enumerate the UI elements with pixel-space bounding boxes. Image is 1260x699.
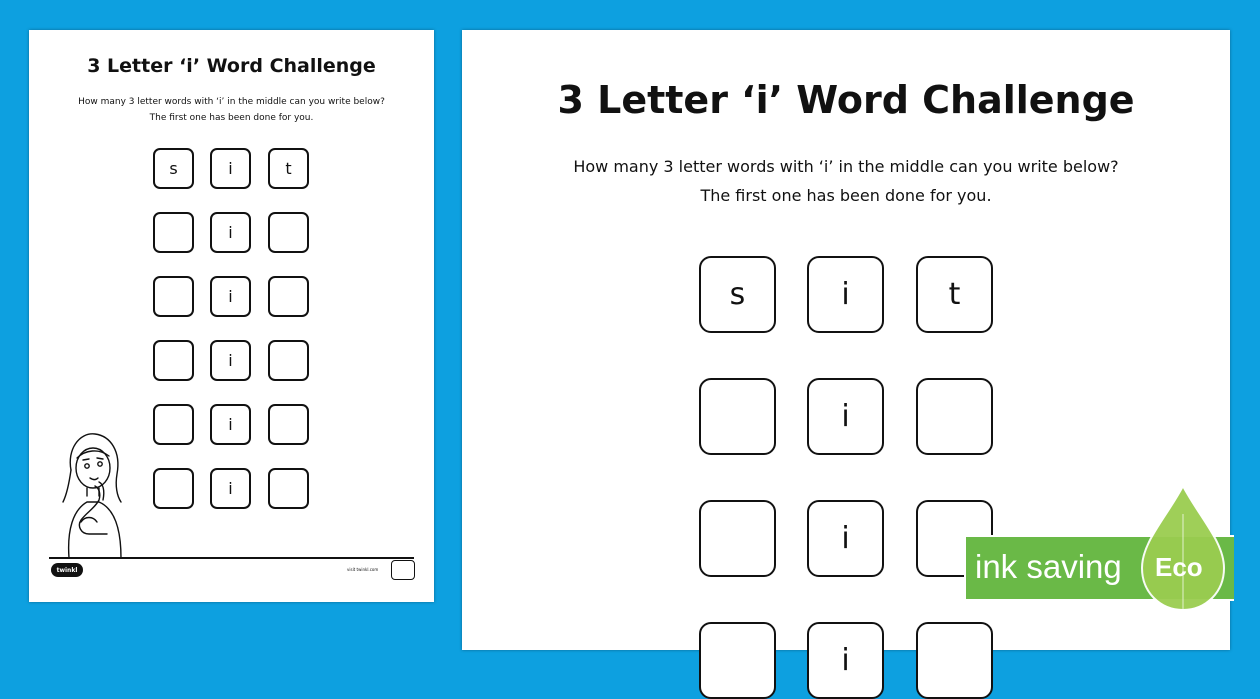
- letter-box-large: i: [807, 378, 884, 455]
- letter-box: i: [210, 468, 251, 509]
- letter-box: [153, 404, 194, 445]
- letter-box-large: t: [916, 256, 993, 333]
- letter-box: i: [210, 148, 251, 189]
- instruction-line-1-large: How many 3 letter words with ‘i’ in the middle can you write below?: [573, 157, 1119, 176]
- instruction-line-1: How many 3 letter words with ‘i’ in the middle can you write below?: [78, 97, 385, 107]
- letter-box-large: i: [807, 256, 884, 333]
- letter-box: i: [210, 276, 251, 317]
- letter-box: i: [210, 404, 251, 445]
- letter-box: [153, 276, 194, 317]
- letter-box: [268, 340, 309, 381]
- letter-box: [268, 276, 309, 317]
- letter-box-large: s: [699, 256, 776, 333]
- twinkl-logo: twinkl: [51, 563, 83, 577]
- instruction-line-2-large: The first one has been done for you.: [700, 186, 992, 205]
- page-title-large: 3 Letter ‘i’ Word Challenge: [557, 78, 1135, 122]
- instruction-line-2: The first one has been done for you.: [149, 113, 314, 123]
- footer-badge-icon: [391, 560, 415, 580]
- letter-box: [153, 212, 194, 253]
- letter-box: [153, 468, 194, 509]
- letter-box: [268, 404, 309, 445]
- letter-box-large: [699, 500, 776, 577]
- letter-box-large: i: [807, 500, 884, 577]
- footer-url: visit twinkl.com: [347, 567, 379, 572]
- letter-box-large: [916, 622, 993, 699]
- letter-box-large: i: [807, 622, 884, 699]
- letter-box: [268, 468, 309, 509]
- letter-box: i: [210, 212, 251, 253]
- thinking-girl-illustration: [59, 430, 129, 558]
- letter-box-large: [699, 378, 776, 455]
- letter-box: [268, 212, 309, 253]
- letter-box: [153, 340, 194, 381]
- letter-box-large: [916, 378, 993, 455]
- letter-box: t: [268, 148, 309, 189]
- letter-box-large: [699, 622, 776, 699]
- ink-saving-label: ink saving: [975, 548, 1122, 585]
- letter-box: i: [210, 340, 251, 381]
- letter-box: s: [153, 148, 194, 189]
- page-title: 3 Letter ‘i’ Word Challenge: [87, 55, 376, 77]
- footer-divider: [49, 557, 414, 559]
- eco-label: Eco: [1155, 552, 1203, 582]
- worksheet-preview-thumbnail: [29, 30, 434, 602]
